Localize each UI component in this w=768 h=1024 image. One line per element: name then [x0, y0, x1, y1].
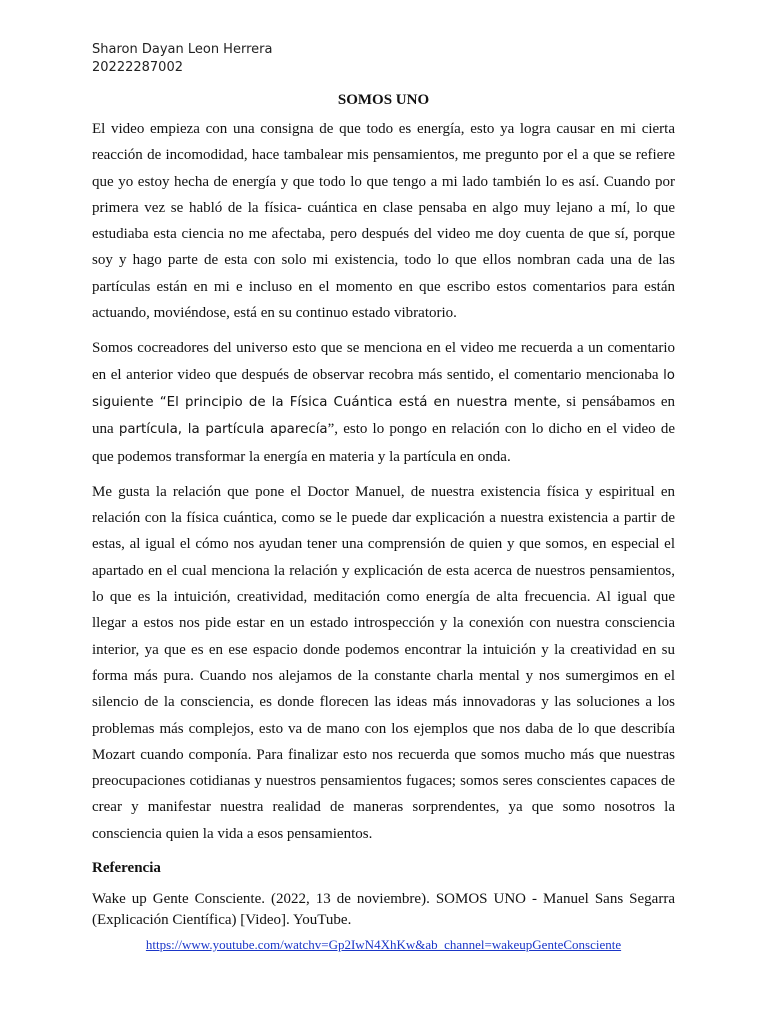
reference-citation: Wake up Gente Consciente. (2022, 13 de noviembre). SOMOS UNO - Manuel Sans Segarra (Explicación Científica) [Video]. YouTube.	[92, 891, 675, 929]
paragraph-text: , si pensábamos en una	[92, 393, 676, 438]
paragraph-text: Me gusta la relación que pone el Doctor Manuel, de nuestra existencia física y espiritual en relación con la física cuántica, como se le puede dar explicación a nuestra existencia a partir de estas, al igual el cómo nos ayudan tener una comprensión de quien y que somos, en especial el apartado en el cual menciona la relación y explicación de esta acerca de nuestros pensamientos, lo que es la intuición, creatividad, meditación como energía de alta frecuencia. Al igual que llegar a estos nos pide estar en un estado introspección y la conexión con nuestra consciencia interior, ya que es en ese espacio donde podemos encontrar la intuición y la creatividad en su forma más pura. Cuando nos alejamos de la constante charla mental y nos sumergimos en el silencio de la consciencia, es donde florecen las ideas más innovadoras y las soluciones a los problemas más complejos, esto va de mano con los ejemplos que nos daba de lo que describía Mozart cuando componía. Para finalizar esto nos recuerda que somos mucho más que nuestras preocupaciones cotidianas y nuestros pensamientos fugaces; somos seres conscientes capaces de crear y manifestar nuestra realidad de maneras sorprendentes, ya que somo nosotros la consciencia quien la vida a esos pensamientos.	[92, 483, 675, 842]
paragraph-2	[92, 335, 675, 469]
page-header	[92, 41, 272, 77]
document-title: SOMOS UNO	[337, 92, 430, 108]
author-name: Sharon Dayan Leon Herrera	[92, 42, 273, 57]
paragraph-text: El video empieza con una consigna de que todo es energía, esto ya logra causar en mi cierta reacción de incomodidad, hace tambalear mis pensamientos, me pregunto por el a que se refiere que yo estoy hecha de energía y que todo lo que tengo a mi lado también lo es así. Cuando por primera vez se habló de la física- cuántica en clase pensaba en algo muy lejano a mí, lo que estudiaba esta ciencia no me afectaba, pero después del video me doy cuenta de que sí, porque soy y hago parte de esta con solo mi existencia, todo lo que ellos nombran cada una de las partículas están en mi e incluso en el momento en que escribo estos comentarios para están actuando, moviéndose, está en su continuo estado vibratorio.	[92, 121, 675, 322]
paragraph-1	[92, 116, 675, 326]
student-id: 20222287002	[92, 60, 183, 75]
paragraph-3	[92, 479, 675, 847]
paragraph-text: ”, esto lo pongo en relación con lo dicho en el video de que podemos transformar la energía en materia y la partícula en onda.	[92, 421, 675, 465]
document-body	[92, 88, 675, 953]
quoted-principle: lo siguiente “El principio de la Física Cuántica está en nuestra mente	[92, 367, 675, 410]
quoted-particle: partícula, la partícula aparecía	[118, 422, 328, 438]
reference-heading: Referencia	[92, 860, 161, 877]
paragraph-text: Somos cocreadores del universo esto que se menciona en el video me recuerda a un comentario en el anterior video que después de observar recobra más sentido, el comentario mencionaba	[92, 340, 675, 383]
reference-link[interactable]: https://www.youtube.com/watchv=Gp2IwN4XhKw&ab_channel=wakeupGenteConsciente	[145, 937, 622, 953]
